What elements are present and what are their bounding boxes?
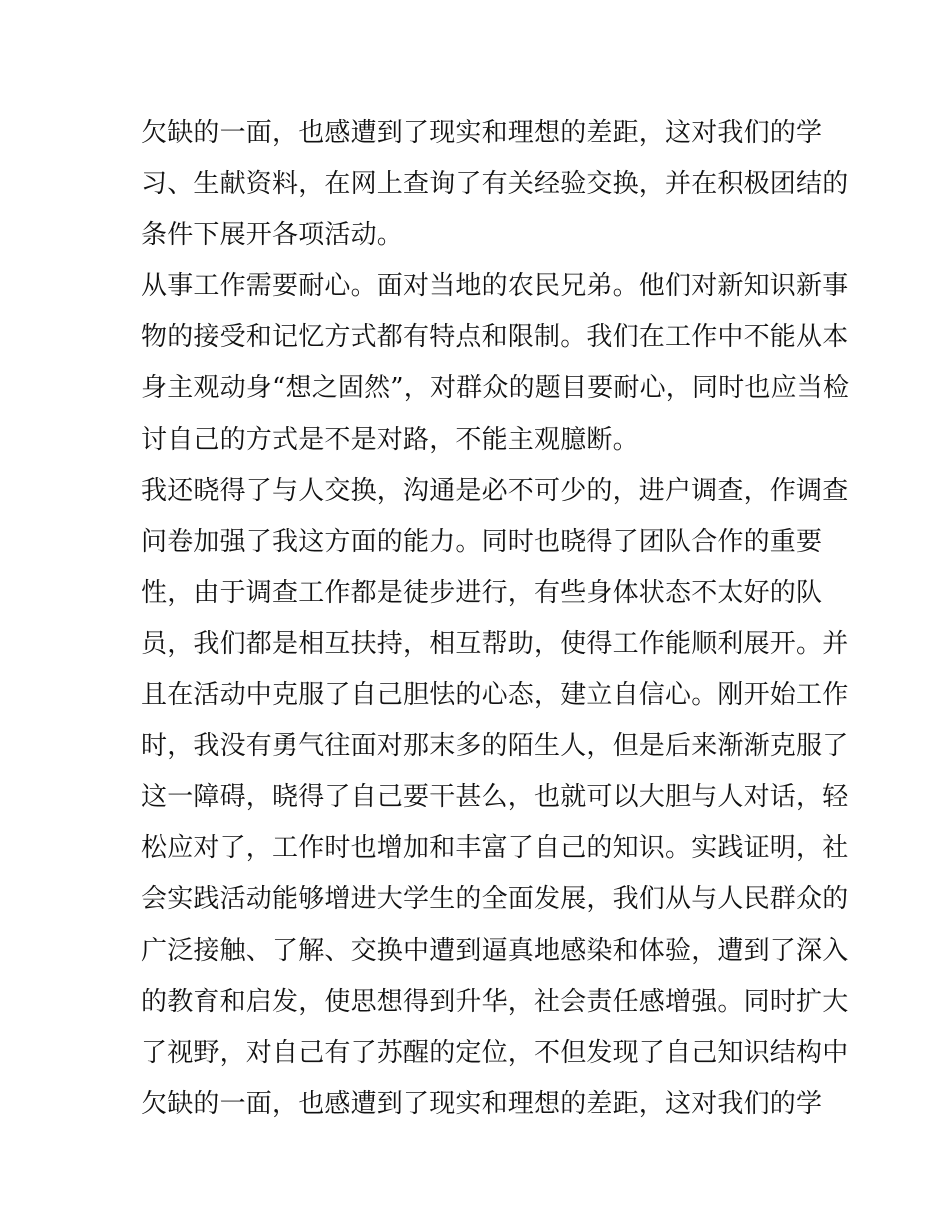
text-line: 广泛接触、了解、交换中遭到逼真地感染和体验，遭到了深入	[141, 935, 849, 966]
text-line: 问卷加强了我这方面的能力。同时也晓得了团队合作的重要	[141, 526, 823, 557]
text-line: 松应对了，工作时也增加和丰富了自己的知识。实践证明，社	[141, 833, 849, 864]
text-line: 这一障碍，晓得了自己要干甚么，也就可以大胆与人对话，轻	[141, 782, 849, 813]
text-line: 的教育和启发，使思想得到升华，社会责任感增强。同时扩大	[141, 986, 849, 1017]
text-line: 性，由于调查工作都是徒步进行，有些身体状态不太好的队	[141, 577, 823, 608]
body-text	[141, 108, 850, 1130]
text-line: 员，我们都是相互扶持，相互帮助，使得工作能顺利展开。并	[141, 628, 849, 659]
text-line: 时，我没有勇气往面对那末多的陌生人，但是后来渐渐克服了	[141, 731, 849, 762]
text-line: 物的接受和记忆方式都有特点和限制。我们在工作中不能从本	[141, 322, 849, 353]
text-line: 习、生献资料，在网上查询了有关经验交换，并在积极团结的	[141, 169, 849, 200]
text-line: 从事工作需要耐心。面对当地的农民兄弟。他们对新知识新事	[141, 271, 849, 302]
text-line: 身主观动身“想之固然”，对群众的题目要耐心，同时也应当检	[141, 373, 850, 404]
text-line: 欠缺的一面，也感遭到了现实和理想的差距，这对我们的学	[141, 118, 823, 148]
text-line: 讨自己的方式是不是对路，不能主观臆断。	[141, 424, 639, 455]
text-line: 会实践活动能够增进大学生的全面发展，我们从与人民群众的	[141, 884, 849, 915]
text-line: 且在活动中克服了自己胆怯的心态，建立自信心。刚开始工作	[141, 680, 849, 711]
text-line: 了视野，对自己有了苏醒的定位，不但发现了自己知识结构中	[141, 1037, 849, 1068]
text-line: 我还晓得了与人交换，沟通是必不可少的，进户调查，作调查	[141, 475, 849, 506]
text-line: 条件下展开各项活动。	[141, 220, 404, 251]
text-line: 欠缺的一面，也感遭到了现实和理想的差距，这对我们的学	[141, 1088, 823, 1119]
